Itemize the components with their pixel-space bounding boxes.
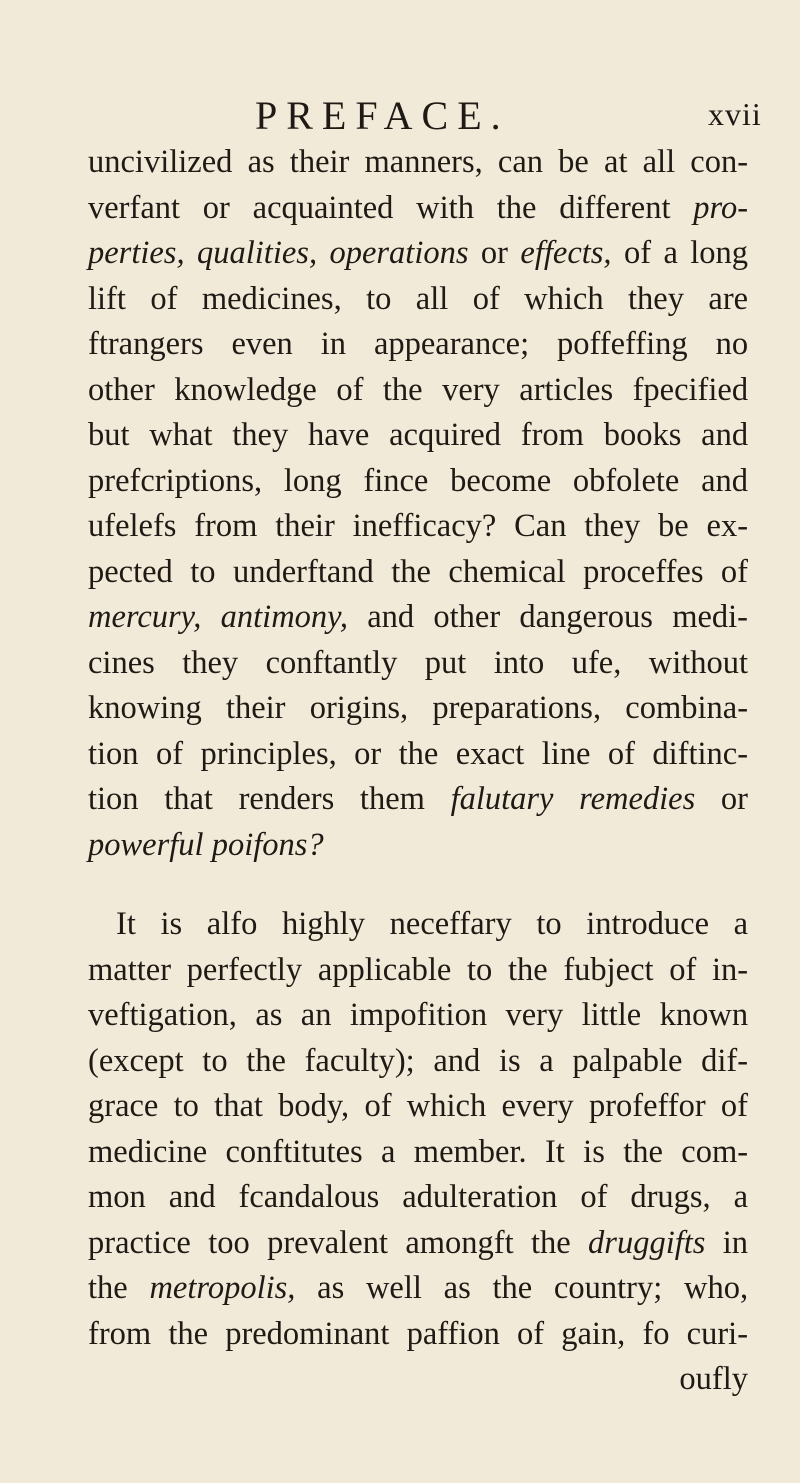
page-number: xvii: [708, 96, 762, 132]
body-text: [88, 140, 748, 1403]
text-line-indented: It is alfo highly neceffary to introduce a: [116, 906, 749, 942]
text-line: cines they conftantly put into ufe, without: [88, 644, 749, 681]
text-line: perties, qualities, operations or effects, of a long: [88, 235, 749, 271]
text-line: uncivilized as their manners, can be at all con-: [88, 144, 749, 180]
text-line: mercury, antimony, and other dangerous medi-: [88, 599, 748, 635]
page-header: [0, 92, 800, 138]
running-head: PREFACE.: [255, 93, 510, 138]
text-line: verfant or acquainted with the different pro-: [88, 189, 749, 226]
text-line: veftigation, as an impofition very little known: [88, 997, 749, 1033]
text-line: mon and fcandalous adulteration of drugs, a: [88, 1179, 749, 1215]
text-line: lift of medicines, to all of which they are: [88, 280, 749, 317]
text-line: grace to that body, of which every profeffor of: [88, 1088, 748, 1124]
text-line: ftrangers even in appearance; poffeffing no: [88, 326, 749, 362]
text-line: the metropolis, as well as the country; who,: [88, 1270, 749, 1306]
text-line: matter perfectly applicable to the fubject of in-: [88, 951, 749, 988]
catchword: oufly: [679, 1361, 748, 1397]
paragraph-1: [88, 140, 748, 868]
paragraph-2: [88, 902, 748, 1403]
text-line: medicine conftitutes a member. It is the com-: [88, 1133, 749, 1170]
paragraph-gap: [88, 868, 748, 902]
text-line: practice too prevalent amongft the druggifts in: [88, 1224, 749, 1261]
text-line: pected to underftand the chemical proceffes of: [88, 553, 748, 590]
text-line: other knowledge of the very articles fpecified: [88, 371, 749, 408]
text-line: tion of principles, or the exact line of diftinc-: [88, 735, 749, 772]
text-line: tion that renders them falutary remedies or: [88, 781, 748, 817]
text-line: ufelefs from their inefficacy? Can they be ex-: [88, 508, 749, 544]
text-line: prefcriptions, long fince become obfolete and: [88, 462, 748, 499]
text-line: from the predominant paffion of gain, fo curi-: [88, 1315, 749, 1352]
text-line: knowing their origins, preparations, combina-: [88, 690, 749, 726]
text-line-last: powerful poifons?: [88, 826, 324, 863]
text-line: (except to the faculty); and is a palpable dif-: [88, 1042, 749, 1079]
text-line: but what they have acquired from books and: [88, 417, 749, 453]
